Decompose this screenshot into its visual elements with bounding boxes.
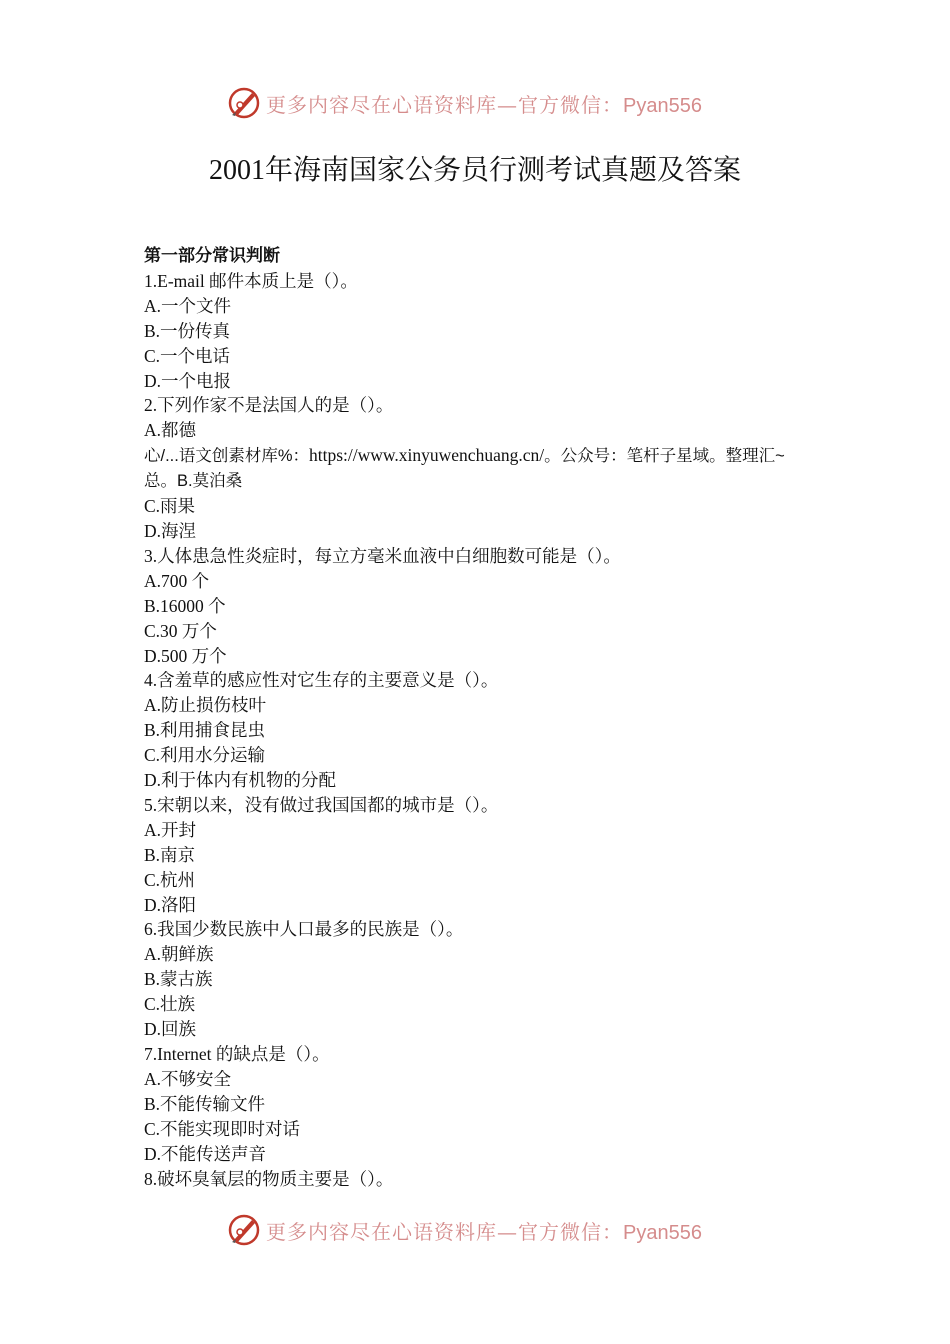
answer-option: C.杭州	[144, 869, 196, 890]
question-text: 2.下列作家不是法国人的是（）。	[144, 395, 394, 416]
pen-logo-icon	[226, 1212, 262, 1248]
answer-option: B.16000 个	[144, 595, 226, 616]
answer-option: C.一个电话	[144, 345, 231, 366]
answer-option: A.防止损伤枝叶	[144, 695, 267, 716]
answer-option: B.利用捕食昆虫	[144, 720, 266, 741]
answer-option: D.利于体内有机物的分配	[144, 770, 337, 791]
banner-wechat-id: Pyan556	[623, 94, 702, 117]
answer-option: A.不够安全	[144, 1068, 232, 1089]
answer-option: A.朝鲜族	[144, 944, 214, 965]
banner-text: 更多内容尽在心语资料库—官方微信：	[266, 1219, 623, 1244]
header-banner	[0, 83, 950, 123]
question-text: 5.宋朝以来，没有做过我国国都的城市是（）。	[144, 794, 499, 815]
section-heading: 第一部分常识判断	[144, 246, 280, 265]
answer-option: A.700 个	[144, 570, 210, 591]
document-body	[144, 244, 824, 1191]
answer-option: D.回族	[144, 1019, 197, 1040]
answer-option: D.不能传送声音	[144, 1143, 267, 1164]
banner-wechat-id: Pyan556	[623, 1221, 702, 1244]
promo-url: https://www.xinyuwenchuang.cn/	[309, 445, 545, 466]
answer-option: D.500 万个	[144, 645, 227, 666]
answer-option: C.不能实现即时对话	[144, 1118, 301, 1139]
answer-option: A.都德	[144, 420, 197, 441]
footer-banner	[0, 1210, 950, 1250]
answer-option: A.开封	[144, 819, 197, 840]
answer-option: D.一个电报	[144, 370, 232, 391]
promo-prefix: 心/...语文创素材库%：	[144, 447, 310, 466]
answer-option: B.南京	[144, 844, 196, 865]
answer-option: D.海涅	[144, 520, 197, 541]
answer-option: D.洛阳	[144, 894, 197, 915]
answer-option: B.不能传输文件	[144, 1093, 266, 1114]
answer-option: B.蒙古族	[144, 969, 213, 990]
answer-option: C.利用水分运输	[144, 745, 266, 766]
question-text: 1.E-mail 邮件本质上是（）。	[144, 270, 358, 291]
promo-line	[144, 443, 814, 494]
answer-option: C.30 万个	[144, 620, 217, 641]
answer-option: B.一份传真	[144, 320, 231, 341]
page-title: 2001年海南国家公务员行测考试真题及答案	[208, 155, 741, 186]
answer-option: C.壮族	[144, 994, 196, 1015]
question-text: 4.含羞草的感应性对它生存的主要意义是（）。	[144, 670, 499, 691]
pen-logo-icon	[226, 85, 262, 121]
question-text: 3.人体患急性炎症时，每立方毫米血液中白细胞数可能是（）。	[144, 545, 621, 566]
question-text: 7.Internet 的缺点是（）。	[144, 1044, 330, 1064]
question-list-part1	[144, 269, 824, 443]
question-text: 8.破坏臭氧层的物质主要是（）。	[144, 1168, 394, 1189]
question-list-part2	[144, 494, 824, 1191]
banner-text: 更多内容尽在心语资料库—官方微信：	[266, 92, 623, 117]
question-text: 6.我国少数民族中人口最多的民族是（）。	[144, 919, 464, 940]
answer-option: C.雨果	[144, 496, 196, 517]
promo-suffix: 。公众号：笔杆子星域。整理汇~总。B.莫泊桑	[144, 447, 785, 491]
answer-option: A.一个文件	[144, 295, 232, 316]
